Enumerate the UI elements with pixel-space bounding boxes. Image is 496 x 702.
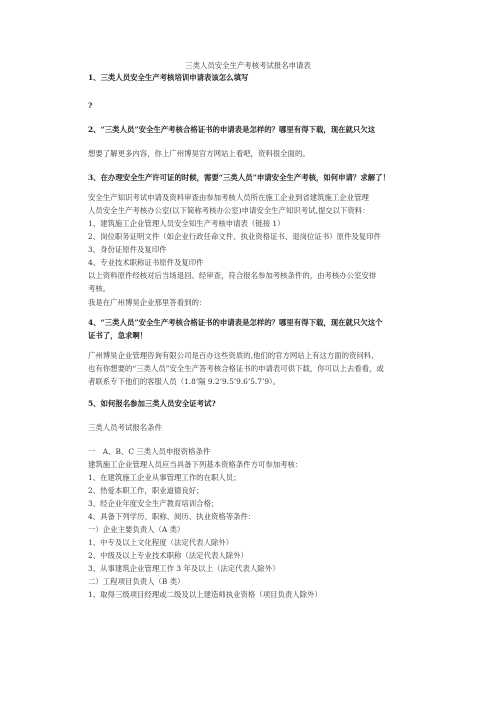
paragraph-line: 2、热爱本职工作，职业道德良好； bbox=[88, 486, 204, 495]
paragraph-line: 3、从事建筑企业管理工作 3 年及以上（法定代表人除外） bbox=[88, 564, 280, 573]
paragraph-line: ? bbox=[88, 101, 93, 110]
paragraph-line: 也有你想要的“三类人员”安全生产答考核合格证书的申请表可供下载，你可以上去看看，或 bbox=[88, 364, 384, 373]
paragraph-line: 1、中专及以上文化程度（法定代表人除外） bbox=[88, 538, 234, 547]
document-title: 三类人员安全生产考核考试报名申请表 bbox=[185, 61, 311, 70]
paragraph-line: 3、身份证原件及复印件 bbox=[88, 245, 167, 254]
paragraph-line: 建筑施工企业管理人员应当具备下列基本资格条件方可参加考核： bbox=[88, 460, 303, 469]
paragraph-line: 4、专业技术职称证书原件及复印件 bbox=[88, 258, 204, 267]
paragraph-line: 1、取得三级项目经理或二级及以上建造师执业资格（项目负责人除外） bbox=[88, 590, 322, 599]
paragraph-line: 2、“三类人员”安全生产考核合格证书的申请表是怎样的？哪里有得下载，现在就只欠这 bbox=[88, 125, 376, 134]
paragraph-line: 3、经企业年度安全生产教育培训合格； bbox=[88, 499, 219, 508]
paragraph-line: 想要了解更多内容，你上广州博昊官方网站上看吧，资料很全面的。 bbox=[88, 149, 310, 158]
paragraph-line: 以上资料原件经核对后当场退回。经审查，符合报名参加考核条件的，由考核办公室安排 bbox=[88, 271, 377, 280]
paragraph-line: 广州博昊企业管理咨询有限公司是百办这些资质的,他们的官方网站上有这方面的资问料, bbox=[88, 351, 374, 360]
paragraph-line: 二）工程项目负责人（B 类） bbox=[88, 577, 185, 586]
paragraph-line: 1、建筑施工企业管理人员安全知生产考核申请表（链接 1） bbox=[88, 219, 285, 228]
paragraph-line: 5、如何报名参加三类人员安全证考试? bbox=[88, 399, 216, 408]
paragraph-line: 2、岗位职务证明文件（如企业行政任命文件、执业资格证书、退岗位证书）原件及复印件 bbox=[88, 232, 381, 241]
paragraph-line: 1、在建筑施工企业从事管理工作的在职人员； bbox=[88, 473, 241, 482]
paragraph-line: 一 A、B、C 三类人员申报资格条件 bbox=[88, 447, 211, 456]
paragraph-line: 人员安全生产考核办公室(以下简称考核办公室)申请安全生产知识考试,提交以下资料： bbox=[88, 206, 370, 215]
paragraph-line: 我是在广州博昊企业那里答看到的： bbox=[88, 298, 207, 307]
paragraph-line: 1、三类人员安全生产考核培训申请表该怎么填写 bbox=[88, 73, 249, 82]
paragraph-line: 安全生产知识考试申请及资料审查由参加考核人员所在施工企业到省建筑施工企业管理 bbox=[88, 193, 369, 202]
paragraph-line: 4、具备下列学历、职称、阅历、执业资格等条件： bbox=[88, 512, 256, 521]
paragraph-line: 证书了，急求啊！ bbox=[88, 331, 148, 340]
paragraph-line: 3、在办理安全生产许可证的时候，需要“三类人员”申请安全生产考核，如何申请？求解了！ bbox=[88, 173, 390, 182]
paragraph-line: 4、“三类人员”安全生产考核合格证书的申请表是怎样的？哪里有得下载，现在就只欠这个 bbox=[88, 318, 383, 327]
paragraph-line: 2、中级及以上专业技术职称（法定代表人除外） bbox=[88, 551, 248, 560]
paragraph-line: 者联系专下他们的客服人员（1.8’隔 9.2’9.5’9.6’5.7’9）。 bbox=[88, 377, 281, 386]
paragraph-line: 考核。 bbox=[88, 284, 111, 293]
paragraph-line: 三类人员考试报名条件 bbox=[88, 423, 162, 432]
paragraph-line: 一）企业主要负责人（A 类） bbox=[88, 525, 185, 534]
